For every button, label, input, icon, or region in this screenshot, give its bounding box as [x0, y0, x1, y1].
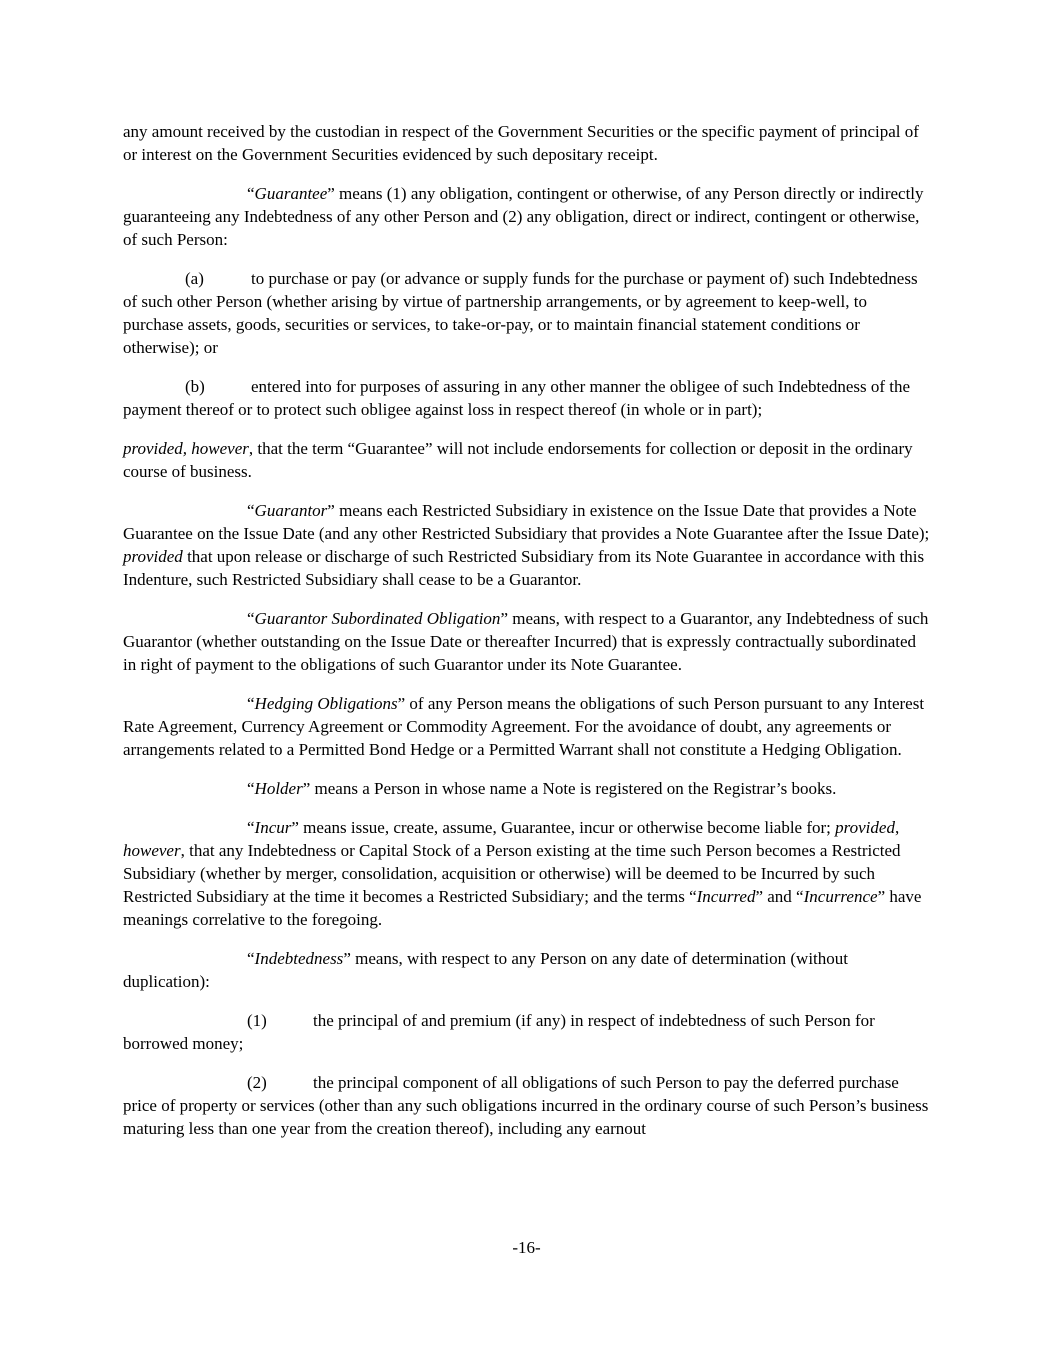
- text-run: ” means, with respect to any Person on any date of determination (without duplication):: [123, 949, 848, 991]
- indebtedness-item-2: [123, 1071, 930, 1140]
- document-body: [123, 120, 930, 1140]
- text-run: ” of any Person means the obligations of such Person pursuant to any Interest Rate Agreement, Currency Agreement or Commodity Agreement. For the avoidance of doubt, any agreements or arrangements related to a Permitted Bond Hedge or a Permitted Warrant shall not constitute a Hedging Obligation.: [123, 694, 925, 759]
- page-number: -16-: [512, 1238, 541, 1257]
- text-run: that upon release or discharge of such Restricted Subsidiary from its Note Guarantee in accordance with this Indenture, such Restricted Subsidiary shall cease to be a Guarantor.: [123, 547, 925, 589]
- defined-term: Guarantor: [254, 501, 328, 520]
- text-run: “: [247, 609, 255, 628]
- defined-term: Indebtedness: [254, 949, 344, 968]
- def-hedging-obligations: [123, 692, 930, 761]
- defined-term: Incur: [254, 818, 292, 837]
- text-run: to purchase or pay (or advance or supply funds for the purchase or payment of) such Indebtedness of such other Person (whether arising by virtue of partnership arrangements, or by agreement to keep-well, to purchase assets, goods, securities or services, to take-or-pay, or to maintain financial statement conditions or otherwise); or: [123, 269, 918, 357]
- text-run: “: [247, 694, 255, 713]
- text-run: , that any Indebtedness or Capital Stock of a Person existing at the time such Person becomes a Restricted Subsidiary (whether by merger, consolidation, acquisition or otherwise) will be deemed to be Incurred by such Restricted Subsidiary at the time it becomes a Restricted Subsidiary; and the terms “: [123, 841, 901, 906]
- defined-term: Incurrence: [803, 887, 878, 906]
- text-run: ” means (1) any obligation, contingent or otherwise, of any Person directly or indirectly guaranteeing any Indebtedness of any other Person and (2) any obligation, direct or indirect, contingent or otherwise, of such Person:: [123, 184, 924, 249]
- text-run: ” have meanings correlative to the foregoing.: [123, 887, 922, 929]
- defined-term: provided: [123, 547, 183, 566]
- def-incur: [123, 816, 930, 931]
- text-run: ” means, with respect to a Guarantor, any Indebtedness of such Guarantor (whether outstanding on the Issue Date or thereafter Incurred) that is expressly contractually subordinated in right of payment to the obligations of such Guarantor under its Note Guarantee.: [123, 609, 929, 674]
- text-run: ” and “: [755, 887, 804, 906]
- defined-term: Guarantor Subordinated Obligation: [254, 609, 501, 628]
- text-run: “: [247, 501, 255, 520]
- item-label: (2): [247, 1073, 267, 1092]
- text-run: ,: [894, 818, 900, 837]
- text-run: the principal component of all obligations of such Person to pay the deferred purchase price of property or services (other than any such obligations incurred in the ordinary course of such Person’s business maturing less than one year from the creation thereof), including any earnout: [123, 1073, 929, 1138]
- item-label: (1): [247, 1011, 267, 1030]
- defined-term: however: [123, 841, 181, 860]
- def-guarantee: [123, 182, 930, 251]
- guarantee-clause-a: [123, 267, 930, 359]
- defined-term: provided: [835, 818, 895, 837]
- text-run: the principal of and premium (if any) in respect of indebtedness of such Person for borrowed money;: [123, 1011, 875, 1053]
- text-run: “: [247, 184, 255, 203]
- defined-term: Hedging Obligations: [254, 694, 398, 713]
- item-label: (a): [185, 269, 204, 288]
- text-run: any amount received by the custodian in respect of the Government Securities or the specific payment of principal of or interest on the Government Securities evidenced by such depositary receipt.: [123, 122, 919, 164]
- guarantee-clause-b: [123, 375, 930, 421]
- indebtedness-item-1: [123, 1009, 930, 1055]
- item-label: (b): [185, 377, 205, 396]
- text-run: “: [247, 949, 255, 968]
- text-run: ” means each Restricted Subsidiary in existence on the Issue Date that provides a Note Guarantee on the Issue Date (and any other Restricted Subsidiary that provides a Note Guarantee after the Issue Date);: [123, 501, 930, 543]
- def-holder: [123, 777, 930, 800]
- defined-term: provided, however: [123, 439, 249, 458]
- def-guarantor: [123, 499, 930, 591]
- text-run: “: [247, 779, 255, 798]
- defined-term: Holder: [254, 779, 303, 798]
- text-run: “: [247, 818, 255, 837]
- def-indebtedness: [123, 947, 930, 993]
- text-run: ” means issue, create, assume, Guarantee, incur or otherwise become liable for;: [291, 818, 836, 837]
- def-guarantor-subordinated-obligation: [123, 607, 930, 676]
- guarantee-proviso: [123, 437, 930, 483]
- text-run: ” means a Person in whose name a Note is registered on the Registrar’s books.: [302, 779, 837, 798]
- text-run: entered into for purposes of assuring in any other manner the obligee of such Indebtedness of the payment thereof or to protect such obligee against loss in respect thereof (in whole or in part);: [123, 377, 911, 419]
- text-run: , that the term “Guarantee” will not include endorsements for collection or deposit in the ordinary course of business.: [123, 439, 913, 481]
- para-custodian-continuation: [123, 120, 930, 166]
- defined-term: Guarantee: [254, 184, 328, 203]
- defined-term: Incurred: [696, 887, 756, 906]
